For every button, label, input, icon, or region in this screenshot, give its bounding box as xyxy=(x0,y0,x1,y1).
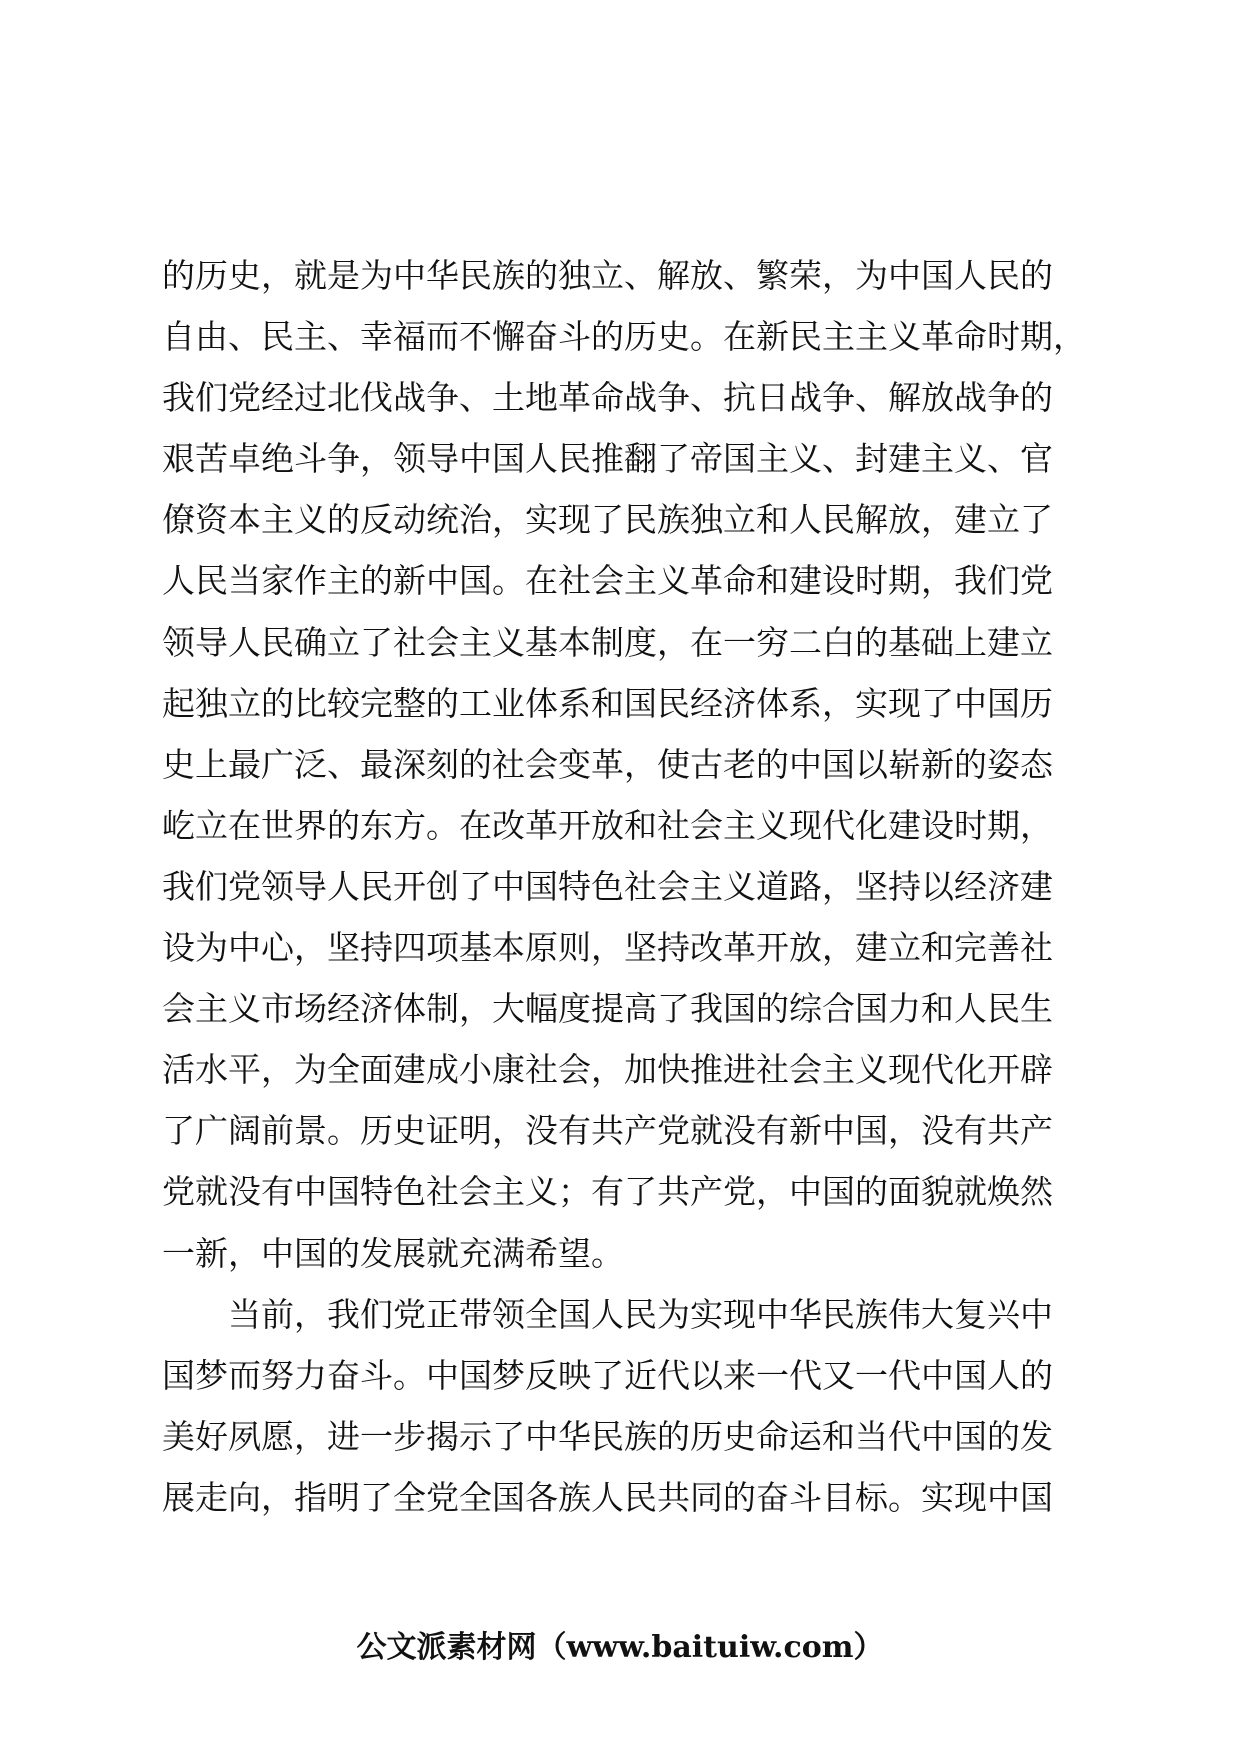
text-line: 我们党领导人民开创了中国特色社会主义道路，坚持以经济建 xyxy=(162,866,1053,906)
text-line: 人民当家作主的新中国。在社会主义革命和建设时期，我们党 xyxy=(162,561,1053,601)
body-text xyxy=(162,245,1086,1528)
text-line: 史上最广泛、最深刻的社会变革，使古老的中国以崭新的姿态 xyxy=(162,744,1053,784)
text-line: 党就没有中国特色社会主义；有了共产党，中国的面貌就焕然 xyxy=(162,1172,1053,1212)
text-line: 僚资本主义的反动统治，实现了民族独立和人民解放，建立了 xyxy=(162,500,1053,540)
text-line: 美好夙愿，进一步揭示了中华民族的历史命运和当代中国的发 xyxy=(162,1416,1053,1456)
text-line: 一新，中国的发展就充满希望。 xyxy=(162,1233,624,1273)
text-line: 活水平，为全面建成小康社会，加快推进社会主义现代化开辟 xyxy=(162,1050,1053,1090)
text-line: 我们党经过北伐战争、土地革命战争、抗日战争、解放战争的 xyxy=(162,378,1053,418)
text-line: 自由、民主、幸福而不懈奋斗的历史。在新民主主义革命时期， xyxy=(162,317,1086,357)
text-line: 屹立在世界的东方。在改革开放和社会主义现代化建设时期， xyxy=(162,805,1053,845)
paragraph-start-line: 当前，我们党正带领全国人民为实现中华民族伟大复兴中 xyxy=(228,1294,1053,1334)
text-line: 的历史，就是为中华民族的独立、解放、繁荣，为中国人民的 xyxy=(162,256,1053,295)
text-line: 国梦而努力奋斗。中国梦反映了近代以来一代又一代中国人的 xyxy=(162,1355,1053,1395)
text-line: 艰苦卓绝斗争，领导中国人民推翻了帝国主义、封建主义、官 xyxy=(162,439,1053,479)
text-line: 设为中心，坚持四项基本原则，坚持改革开放，建立和完善社 xyxy=(162,928,1053,968)
text-line: 展走向，指明了全党全国各族人民共同的奋斗目标。实现中国 xyxy=(162,1477,1053,1517)
page-footer: 公文派素材网（www.baituiw.com） xyxy=(356,1630,884,1665)
text-line: 了广阔前景。历史证明，没有共产党就没有新中国，没有共产 xyxy=(162,1111,1053,1151)
text-line: 起独立的比较完整的工业体系和国民经济体系，实现了中国历 xyxy=(162,683,1053,723)
text-line: 领导人民确立了社会主义基本制度，在一穷二白的基础上建立 xyxy=(162,622,1053,662)
text-line: 会主义市场经济体制，大幅度提高了我国的综合国力和人民生 xyxy=(162,989,1053,1029)
